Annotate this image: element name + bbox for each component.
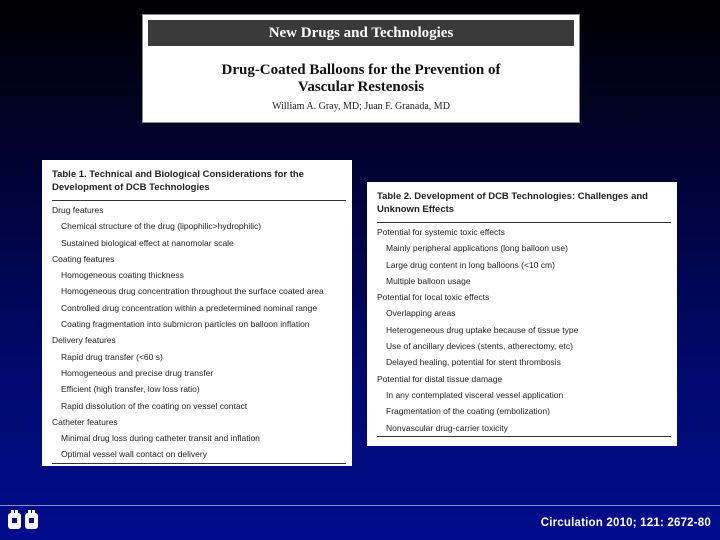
institution-logo-icon: [6, 509, 42, 531]
table-row: Catheter features: [52, 416, 118, 427]
table-row: Heterogeneous drug uptake because of tissue type: [386, 324, 579, 335]
article-authors: William A. Gray, MD; Juan F. Granada, MD: [272, 101, 450, 112]
table-row: Potential for distal tissue damage: [377, 373, 503, 384]
table-row: Homogeneous and precise drug transfer: [61, 367, 214, 378]
table-row: Rapid drug transfer (<60 s): [61, 351, 163, 362]
table-row: Chemical structure of the drug (lipophilic>hydrophilic): [61, 221, 262, 232]
table-1-caption-line-2: Development of DCB Technologies: [52, 182, 210, 193]
table-row: Use of ancillary devices (stents, atherectomy, etc): [386, 341, 573, 352]
table-2-rows: [377, 224, 671, 437]
citation: Circulation 2010; 121: 2672-80: [540, 517, 711, 529]
table-row: Overlapping areas: [386, 308, 456, 319]
table-row: Homogeneous drug concentration throughout the surface coated area: [61, 286, 324, 297]
table-row: Rapid dissolution of the coating on vessel contact: [61, 400, 248, 411]
table-row: Sustained biological effect at nanomolar scale: [61, 237, 234, 248]
table-1-caption-line-1: Table 1. Technical and Biological Considerations for the: [52, 169, 304, 180]
table-row: Potential for systemic toxic effects: [377, 227, 505, 237]
table-row: Optimal vessel wall contact on delivery: [52, 446, 346, 463]
table-row: Minimal drug loss during catheter transit and inflation: [61, 433, 260, 444]
table-2: [367, 182, 677, 446]
table-row: Delivery features: [52, 335, 116, 346]
article-header: [142, 14, 580, 123]
table-row: Efficient (high transfer, low loss ratio): [61, 384, 200, 395]
table-row: Delayed healing, potential for stent thrombosis: [386, 357, 561, 368]
table-1-top-rule: [52, 200, 346, 201]
table-row: Coating fragmentation into submicron particles on balloon inflation: [61, 319, 310, 330]
table-row: Controlled drug concentration within a predetermined nominal range: [61, 302, 318, 313]
table-row: Fragmentation of the coating (embolization): [386, 406, 550, 417]
table-2-caption-line-1: Table 2. Development of DCB Technologies: Challenges and: [377, 191, 648, 202]
table-row: Multiple balloon usage: [386, 275, 471, 286]
table-row: Nonvascular drug-carrier toxicity: [377, 420, 671, 437]
section-banner: New Drugs and Technologies: [148, 20, 574, 46]
table-2-caption: [377, 190, 669, 216]
table-1: [42, 160, 352, 466]
footer-divider: [0, 505, 720, 506]
table-row: Large drug content in long balloons (<10 cm): [386, 259, 555, 270]
table-2-top-rule: [377, 222, 671, 223]
table-row: Homogeneous coating thickness: [61, 270, 184, 281]
table-row: Potential for local toxic effects: [377, 292, 490, 303]
article-title-line-1: Drug-Coated Balloons for the Prevention of: [221, 62, 501, 78]
table-1-caption: [52, 168, 344, 194]
table-1-rows: [52, 202, 346, 464]
table-row: Drug features: [52, 205, 104, 215]
table-2-caption-line-2: Unknown Effects: [377, 204, 455, 215]
article-title: [143, 62, 579, 96]
table-row: In any contemplated visceral vessel application: [386, 389, 564, 400]
table-row: Coating features: [52, 253, 115, 264]
table-row: Mainly peripheral applications (long balloon use): [386, 243, 568, 254]
article-title-line-2: Vascular Restenosis: [297, 79, 425, 95]
